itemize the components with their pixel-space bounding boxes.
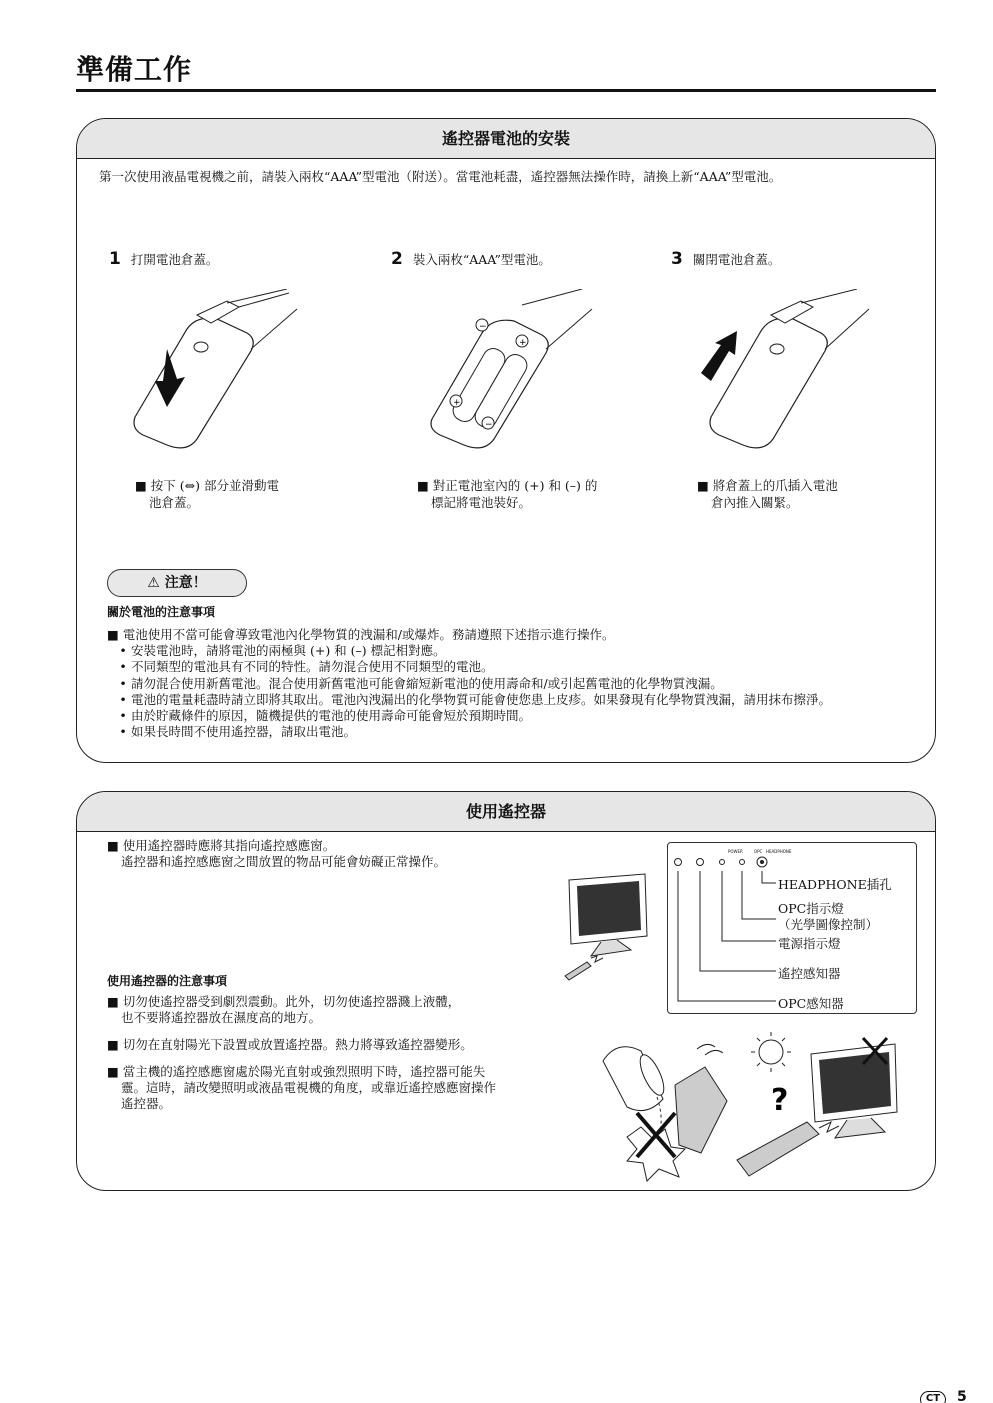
remote-note — [107, 1037, 557, 1053]
battery-section-heading: 遙控器電池的安裝 — [77, 119, 935, 159]
caution-item: • 如果長時間不使用遙控器，請取出電池。 — [115, 724, 831, 740]
tv-remote-illustration — [561, 872, 653, 982]
remote-section — [76, 791, 936, 1191]
step-2-caption-line1: ■ 對正電池室內的 (+) 和 (–) 的 — [417, 478, 598, 493]
step-2-caption — [417, 477, 597, 511]
step-1-number: 1 — [109, 249, 121, 269]
step-3-number: 3 — [671, 249, 683, 269]
panel-tag-power: POWER — [728, 849, 743, 854]
title-rule — [76, 89, 936, 92]
sunlight-illustration — [727, 1030, 907, 1180]
caution-badge — [107, 569, 247, 597]
page-title: 準備工作 — [76, 53, 193, 86]
remote-intro-line1: ■ 使用遙控器時應將其指向遙控感應窗。 — [107, 838, 336, 853]
opc-sensor-label: OPC感知器 — [778, 996, 844, 1011]
caution-item: • 電池的電量耗盡時請立即將其取出。電池內洩漏出的化學物質可能會使您患上皮疹。如果發現有化學物質洩漏，請用抹布擦淨。 — [115, 692, 831, 708]
panel-tag-headphone: HEADPHONE — [766, 849, 792, 854]
remote-open-cover-illustration — [127, 289, 307, 449]
power-indicator-label: 電源指示燈 — [778, 936, 841, 951]
caution-list — [115, 643, 831, 741]
step-3-caption-line2: 倉內推入關緊。 — [711, 495, 799, 510]
remote-section-heading: 使用遙控器 — [77, 792, 935, 832]
step-1-caption — [135, 477, 279, 511]
step-2-number: 2 — [391, 249, 403, 269]
battery-section — [76, 118, 936, 763]
question-mark: ? — [771, 1083, 789, 1118]
remote-note-3-line1: ■ 當主機的遙控感應窗處於陽光直射或強烈照明下時，遙控器可能失 — [107, 1064, 486, 1079]
opc-indicator-sub-label: （光學圖像控制） — [778, 917, 879, 932]
caution-lead: ■ 電池使用不當可能會導致電池內化學物質的洩漏和/或爆炸。務請遵照下述指示進行操作。 — [107, 627, 615, 642]
remote-liquid-shock-illustration — [597, 1037, 737, 1182]
svg-text:−: − — [485, 420, 493, 430]
remote-note-2-line1: ■ 切勿在直射陽光下設置或放置遙控器。熱力將導致遙控器變形。 — [107, 1037, 473, 1052]
caution-heading: 關於電池的注意事項 — [107, 605, 216, 619]
caution-item: • 安裝電池時，請將電池的兩極與 (+) 和 (–) 標記相對應。 — [115, 643, 831, 659]
warning-icon: ⚠ — [147, 575, 160, 591]
remote-close-cover-illustration — [697, 289, 877, 449]
remote-batteries-illustration — [422, 289, 602, 449]
remote-note-1-line1: ■ 切勿使遙控器受到劇烈震動。此外，切勿使遙控器濺上液體， — [107, 994, 461, 1009]
remote-notes-heading: 使用遙控器的注意事項 — [107, 974, 228, 988]
step-3-caption — [697, 477, 838, 511]
remote-note-3-line3: 遙控器。 — [121, 1096, 172, 1111]
headphone-jack-label: HEADPHONE插孔 — [778, 877, 892, 892]
remote-note-1-line2: 也不要將遙控器放在濕度高的地方。 — [121, 1010, 322, 1025]
step-1-label: 打開電池倉蓋。 — [130, 252, 219, 267]
remote-intro-line2: 遙控器和遙控感應窗之間放置的物品可能會妨礙正常操作。 — [121, 854, 447, 869]
caution-label: 注意！ — [164, 575, 207, 591]
step-2-caption-line2: 標記將電池裝好。 — [431, 495, 532, 510]
remote-note-3-line2: 靈。這時，請改變照明或液晶電視機的角度，或靠近遙控感應窗操作 — [121, 1080, 497, 1095]
step-3 — [671, 249, 780, 269]
remote-note — [107, 994, 557, 1026]
panel-tag-opc: OPC — [754, 849, 763, 854]
caution-item: • 不同類型的電池具有不同的特性。請勿混合使用不同類型的電池。 — [115, 659, 831, 675]
page-number: 5 — [957, 1389, 967, 1403]
opc-indicator-label: OPC指示燈 — [778, 901, 844, 916]
step-1 — [109, 249, 218, 269]
step-2 — [391, 249, 551, 269]
svg-text:+: + — [453, 398, 461, 408]
svg-text:+: + — [519, 338, 527, 348]
caution-item: • 請勿混合使用新舊電池。混合使用新舊電池可能會縮短新電池的使用壽命和/或引起舊電池的化學物質洩漏。 — [115, 676, 831, 692]
svg-text:−: − — [479, 322, 487, 332]
step-3-label: 關閉電池倉蓋。 — [692, 252, 781, 267]
step-1-caption-line2: 池倉蓋。 — [149, 495, 200, 510]
remote-note — [107, 1064, 557, 1112]
remote-sensor-label: 遙控感知器 — [778, 966, 841, 981]
battery-intro: 第一次使用液晶電視機之前，請裝入兩枚“AAA”型電池（附送）。當電池耗盡，遙控器無法操作時，請換上新“AAA”型電池。 — [99, 169, 782, 184]
step-2-label: 裝入兩枚“AAA”型電池。 — [412, 252, 551, 267]
sensor-panel-diagram — [667, 842, 917, 1014]
remote-intro — [107, 838, 446, 870]
step-3-caption-line1: ■ 將倉蓋上的爪插入電池 — [697, 478, 838, 493]
language-badge: CT — [920, 1391, 946, 1403]
step-1-caption-line1: ■ 按下 (⇔) 部分並滑動電 — [135, 478, 279, 493]
caution-item: • 由於貯藏條件的原因，隨機提供的電池的使用壽命可能會短於預期時間。 — [115, 708, 831, 724]
